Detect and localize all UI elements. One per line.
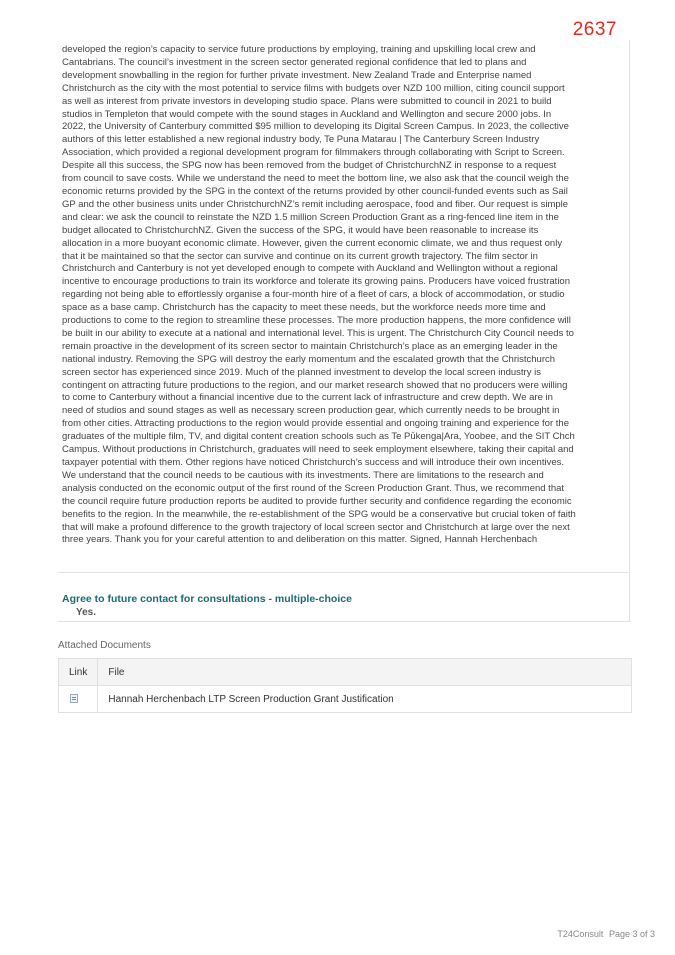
attachment-file-name[interactable]: Hannah Herchenbach LTP Screen Production Grant Justification — [98, 686, 632, 713]
submission-body-text: developed the region’s capacity to service future productions by employing, training and upskilling local crew and Cantabrians. The council’s investment in the screen sector generated regional confidence that led to plans and development snowballing in the region for further private investment. New Zealand Trade and Enterprise named Christchurch as the city with the most potential to service films with budgets over NZD 100 million, citing council support as well as interest from private investors in developing studio space. Plans were submitted to council in 2021 to build studios in Templeton that would compete with the sound stages in Auckland and Wellington and secure 2000 jobs. In 2022, the University of Canterbury committed $95 million to developing its Digital Screen Campus. In 2023, the collective authors of this letter established a new regional industry body, Te Puna Matarau | The Canterbury Screen Industry Association, which provided a regional development program for filmmakers through collaborating with Script to Screen. Despite all this success, the SPG now has been removed from the budget of ChristchurchNZ in response to a request from council to save costs. While we understand the need to meet the bottom line, we also ask that the council weigh the economic returns provided by the SPG in the context of the returns provided by other council-funded events such as Sail GP and the other business units under ChristchurchNZ’s remit including aerospace, food and fiber. Our request is simple and clear: we ask the council to reinstate the NZD 1.5 million Screen Production Grant as a ring-fenced line item in the budget allocated to ChristchurchNZ. Given the success of the SPG, it would have been reasonable to increase its allocation in a more buoyant economic climate. However, given the current economic climate, we and thus request only that it be maintained so that the sector can survive and continue on its current growth trajectory. The film sector in Christchurch and Canterbury is not yet developed enough to compete with Auckland and Wellington without a regional incentive to encourage productions to train its workforce and tolerate its growing pains. Producers have voiced frustration regarding not being able to effortlessly organise a four-month hire of a fleet of cars, a block of accommodation, or studio space as a base camp. Christchurch has the capacity to meet these needs, but the workforce needs more time and productions to come to the region to streamline these processes. The more production happens, the more confidence will be built in our ability to execute at a national and international level. This is urgent. The Christchurch City Council needs to remain proactive in the development of its screen sector to maintain Christchurch’s place as an emerging leader in the national industry. Removing the SPG will destroy the early momentum and the escalated growth that the Christchurch screen sector has experienced since 2019. Much of the planned investment to develop the local screen industry is contingent on attracting future productions to the region, and our market research showed that no producers were willing to come to Canterbury without a financial incentive due to the current lack of infrastructure and crew depth. We are in need of studios and sound stages as well as necessary screen production gear, which currently needs to be brought in from other cities. Attracting productions to the region would provide essential and ongoing training and experience for the graduates of the multiple film, TV, and digital content creation schools such as Te Pūkenga|Ara, Yoobee, and the SIT Chch Campus. Without productions in Christchurch, graduates will need to seek employment elsewhere, taking their capital and taxpayer potential with them. Other regions have noticed Christchurch’s success and will introduce their own incentives. We understand that the council needs to be cautious with its investments. There are limitations to the research and analysis conducted on the economic output of the first round of the Screen Production Grant. Thus, we recommend that the council require future production reports be audited to provide further security and confidence regarding the economic benefits to the region. In the meanwhile, the re-establishment of the SPG would be a conservative but crucial token of faith that will make a profound difference to the growth trajectory of local screen sector and Christchurch at large over the next three years. Thank you for your careful attention to and deliberation on this matter. Signed, Hannah Herchenbach — [62, 44, 576, 546]
table-row — [59, 686, 632, 713]
footer — [557, 929, 655, 939]
page-number: 2637 — [572, 19, 617, 40]
column-header-file: File — [98, 659, 632, 686]
file-icon[interactable] — [70, 694, 78, 703]
footer-brand: T24Consult — [557, 929, 604, 939]
attachments-table — [58, 658, 632, 713]
divider — [58, 572, 628, 573]
footer-page-label: Page 3 of 3 — [608, 929, 655, 939]
column-header-link: Link — [59, 659, 98, 686]
table-header-row — [59, 659, 632, 686]
submission-card — [58, 40, 630, 622]
question-answer: Yes. — [76, 607, 97, 618]
attachment-link-cell[interactable] — [59, 686, 98, 713]
question-label: Agree to future contact for consultations - multiple-choice — [62, 593, 352, 605]
attachments-title: Attached Documents — [58, 640, 151, 651]
